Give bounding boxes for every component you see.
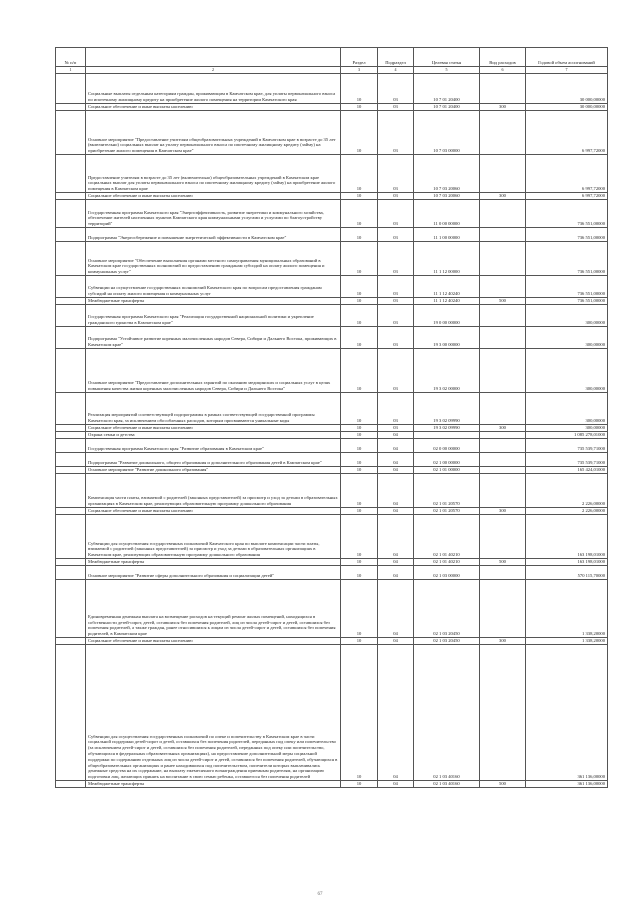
row-name: Подпрограмма "Энергосбережение и повышение энергетической эффективности в Камчатском крае" <box>86 228 341 242</box>
row-expense-type <box>480 393 526 425</box>
row-name: Основное мероприятие "Обеспечение выполнения органами местного самоуправления муниципальных образований в Камчатском крае государственных полномочий по предоставлению гражданам субсидий на оплату жилого помещения и коммунальных услуг" <box>86 242 341 276</box>
row-podrazdel: 03 <box>378 193 414 200</box>
row-expense-type: 500 <box>480 298 526 305</box>
table-header-row <box>56 48 608 67</box>
row-target-article: 10 7 03 20060 <box>414 193 480 200</box>
row-target-article: 02 1 01 20570 <box>414 474 480 508</box>
row-amount: 735 539,71000 <box>526 453 608 467</box>
table-row <box>56 74 608 104</box>
row-razdel: 10 <box>341 515 378 559</box>
row-amount: 361 136,00000 <box>526 645 608 781</box>
row-name: Единовременная денежная выплата на возмещение расходов на текущий ремонт жилых помещений, находящихся в собственности детей-сирот, детей, оставшихся без попечения родителей, лиц из числа детей-сирот и детей, оставшихся без попечения родителей, а также граждан, ранее относившихся к лицам из числа детей-сирот и детей, оставшихся без попечения родителей, в Камчатском крае <box>86 580 341 638</box>
colnum: 2 <box>86 67 341 74</box>
row-razdel: 10 <box>341 432 378 439</box>
table-row <box>56 155 608 193</box>
row-expense-type <box>480 515 526 559</box>
row-name: Компенсация части платы, взимаемой с родителей (законных представителей) за присмотр и уход за детьми в образовательных организациях в Камчатском крае, реализующих образовательную программу дошкольного образования <box>86 474 341 508</box>
table-row <box>56 453 608 467</box>
row-podrazdel: 04 <box>378 432 414 439</box>
row-amount: 300,00000 <box>526 393 608 425</box>
row-razdel: 10 <box>341 645 378 781</box>
row-name: Реализация мероприятий соответствующей подпрограммы в рамках соответствующей государственной программы Камчатского края, за исключением обособленных расходов, которым присваиваются уникальные коды <box>86 393 341 425</box>
table-row <box>56 474 608 508</box>
row-podrazdel: 03 <box>378 349 414 393</box>
row-razdel: 10 <box>341 327 378 349</box>
row-podrazdel: 03 <box>378 298 414 305</box>
table-body <box>56 74 608 788</box>
header-cs: Целевая статья <box>414 48 480 67</box>
row-podrazdel: 04 <box>378 439 414 453</box>
row-expense-type <box>480 467 526 474</box>
row-razdel: 10 <box>341 276 378 298</box>
row-razdel: 10 <box>341 104 378 111</box>
row-podrazdel: 04 <box>378 515 414 559</box>
row-razdel: 10 <box>341 111 378 155</box>
row-expense-type <box>480 242 526 276</box>
row-target-article: 02 0 00 00000 <box>414 439 480 453</box>
row-target-article: 19 3 00 00000 <box>414 327 480 349</box>
row-podrazdel: 03 <box>378 276 414 298</box>
row-razdel: 10 <box>341 155 378 193</box>
row-amount: 736 551,00000 <box>526 242 608 276</box>
budget-document <box>55 47 607 788</box>
row-target-article <box>414 432 480 439</box>
row-amount: 30 000,00000 <box>526 74 608 104</box>
row-name: Межбюджетные трансферты <box>86 781 341 788</box>
row-expense-type <box>480 349 526 393</box>
row-target-article: 02 1 03 20450 <box>414 638 480 645</box>
row-expense-type: 300 <box>480 193 526 200</box>
row-target-article: 19 3 02 00000 <box>414 349 480 393</box>
row-razdel: 10 <box>341 453 378 467</box>
row-expense-type <box>480 74 526 104</box>
row-expense-type <box>480 474 526 508</box>
row-target-article: 02 1 03 20450 <box>414 580 480 638</box>
row-name: Социальное обеспечение и иные выплаты населению <box>86 638 341 645</box>
header-vr: Вид расходов <box>480 48 526 67</box>
row-podrazdel: 03 <box>378 228 414 242</box>
row-name: Основное мероприятие "Развитие сферы дополнительного образования и социализации детей" <box>86 566 341 580</box>
row-no <box>56 515 86 559</box>
row-name: Субвенции для осуществления государственных полномочий Камчатского края по выплате компенсации части платы, взимаемой с родителей (законных представителей) за присмотр и уход за детьми в образовательных организациях в Камчатском крае, реализующих образовательную программу дошкольного образования <box>86 515 341 559</box>
row-name: Социальное обеспечение и иные выплаты населению <box>86 425 341 432</box>
row-amount: 2 226,00000 <box>526 474 608 508</box>
row-target-article: 02 1 03 40160 <box>414 781 480 788</box>
row-no <box>56 453 86 467</box>
row-razdel: 10 <box>341 200 378 228</box>
row-amount: 163 198,01000 <box>526 515 608 559</box>
colnum: 5 <box>414 67 480 74</box>
row-razdel: 10 <box>341 393 378 425</box>
row-no <box>56 781 86 788</box>
row-amount: 1 085 278,01000 <box>526 432 608 439</box>
row-no <box>56 155 86 193</box>
row-expense-type: 300 <box>480 638 526 645</box>
table-row <box>56 305 608 327</box>
row-podrazdel: 03 <box>378 104 414 111</box>
row-name: Социальное обеспечение и иные выплаты населению <box>86 193 341 200</box>
row-podrazdel: 03 <box>378 393 414 425</box>
row-expense-type <box>480 580 526 638</box>
row-amount: 30 000,00000 <box>526 104 608 111</box>
table-row <box>56 104 608 111</box>
table-row <box>56 508 608 515</box>
table-row <box>56 566 608 580</box>
row-expense-type <box>480 155 526 193</box>
row-no <box>56 111 86 155</box>
row-razdel: 10 <box>341 242 378 276</box>
row-no <box>56 645 86 781</box>
row-name: Субвенции для осуществления государственных полномочий по опеке и попечительству в Камчатском крае в части социальной поддержки детей-сирот и детей, оставшихся без попечения родителей, переданных под опеку или попечительство (за исключением детей-сирот и детей, оставшихся без попечения родителей, переданных под опеку или попечительство, обучающихся в федеральных образовательных организациях), на предоставление дополнительной меры социальной поддержки по содержанию отдельных лиц из числа детей-сирот и детей, оставшихся без попечения родителей, обучающихся в общеобразовательных организациях и ранее находившихся под попечительством, попечители которых выплачивались денежные средства на их содержание, на выплату ежемесячного вознаграждения приемным родителям, на организацию подготовки лиц, желающих принять на воспитание в свою семью ребенка, оставшегося без попечения родителей <box>86 645 341 781</box>
table-row <box>56 559 608 566</box>
row-no <box>56 638 86 645</box>
row-target-article: 19 3 02 09990 <box>414 425 480 432</box>
row-razdel: 10 <box>341 508 378 515</box>
table-row <box>56 298 608 305</box>
table-row <box>56 432 608 439</box>
row-amount: 300,00000 <box>526 327 608 349</box>
row-razdel: 10 <box>341 638 378 645</box>
header-name <box>86 48 341 67</box>
header-podrazdel: Подраздел <box>378 48 414 67</box>
row-name: Охрана семьи и детства <box>86 432 341 439</box>
row-no <box>56 566 86 580</box>
row-target-article: 02 1 03 40160 <box>414 645 480 781</box>
table-row <box>56 467 608 474</box>
row-podrazdel: 03 <box>378 111 414 155</box>
row-amount: 735 539,71000 <box>526 439 608 453</box>
budget-table <box>55 47 608 788</box>
row-target-article: 11 1 12 40240 <box>414 298 480 305</box>
row-amount: 361 136,00000 <box>526 781 608 788</box>
row-amount: 300,00000 <box>526 349 608 393</box>
row-amount: 736 551,00000 <box>526 298 608 305</box>
row-no <box>56 432 86 439</box>
row-amount: 300,00000 <box>526 425 608 432</box>
row-podrazdel: 04 <box>378 453 414 467</box>
row-no <box>56 200 86 228</box>
row-amount: 736 551,00000 <box>526 228 608 242</box>
row-name: Предоставление учителям в возрасте до 35 лет (включительно) общеобразовательных учреждений в Камчатском крае социальных выплат для уплаты первоначального взноса по ипотечному жилищному кредиту (займу) на приобретение жилого помещения в Камчатском крае <box>86 155 341 193</box>
row-no <box>56 559 86 566</box>
row-name: Государственная программа Камчатского края "Энергоэффективность, развитие энергетики и коммунального хозяйства, обеспечение жителей населенных пунктов Камчатского края коммунальными услугами и услугами по благоустройству территорий" <box>86 200 341 228</box>
row-name: Основное мероприятие "Предоставление дополнительных гарантий по оказанию медицинских и социальных услуг в целях повышения качества жизни коренных малочисленных народов Севера, Сибири и Дальнего Востока" <box>86 349 341 393</box>
row-razdel: 10 <box>341 305 378 327</box>
row-target-article: 02 1 00 00000 <box>414 453 480 467</box>
row-target-article: 11 0 00 00000 <box>414 200 480 228</box>
row-no <box>56 580 86 638</box>
table-row <box>56 393 608 425</box>
row-razdel: 10 <box>341 559 378 566</box>
row-name: Межбюджетные трансферты <box>86 559 341 566</box>
row-expense-type <box>480 439 526 453</box>
row-name: Основное мероприятие "Развитие дошкольного образования" <box>86 467 341 474</box>
table-row <box>56 645 608 781</box>
row-name: Основное мероприятие "Предоставление учителям общеобразовательных учреждений в Камчатском крае в возрасте до 35 лет (включительно) социальных выплат на уплату первоначального взноса по ипотечному жилищному кредиту (займу) на приобретение жилого помещения в Камчатском крае" <box>86 111 341 155</box>
row-podrazdel: 03 <box>378 200 414 228</box>
row-no <box>56 425 86 432</box>
row-no <box>56 439 86 453</box>
row-razdel: 10 <box>341 228 378 242</box>
row-podrazdel: 04 <box>378 781 414 788</box>
row-expense-type <box>480 111 526 155</box>
row-no <box>56 474 86 508</box>
table-row <box>56 276 608 298</box>
row-target-article: 02 1 03 00000 <box>414 566 480 580</box>
row-name: Подпрограмма "Устойчивое развитие коренных малочисленных народов Севера, Сибири и Дальнего Востока, проживающих в Камчатском крае" <box>86 327 341 349</box>
row-target-article: 10 7 03 00000 <box>414 111 480 155</box>
row-amount: 736 551,00000 <box>526 276 608 298</box>
header-sum: Годовой объем ассигнований <box>526 48 608 67</box>
row-expense-type: 500 <box>480 781 526 788</box>
row-no <box>56 276 86 298</box>
row-name: Субвенции на осуществление государственных полномочий Камчатского края по вопросам предоставления гражданам субсидий на оплату жилого помещения и коммунальных услуг <box>86 276 341 298</box>
colnum: 6 <box>480 67 526 74</box>
header-razdel: Раздел <box>341 48 378 67</box>
row-amount: 165 424,01000 <box>526 467 608 474</box>
row-target-article: 11 1 00 00000 <box>414 228 480 242</box>
table-row <box>56 515 608 559</box>
row-no <box>56 104 86 111</box>
row-target-article: 02 1 01 20570 <box>414 508 480 515</box>
table-row <box>56 111 608 155</box>
row-amount: 1 338,20000 <box>526 638 608 645</box>
row-no <box>56 305 86 327</box>
table-row <box>56 638 608 645</box>
row-amount: 736 551,00000 <box>526 200 608 228</box>
row-no <box>56 74 86 104</box>
table-row <box>56 439 608 453</box>
row-no <box>56 242 86 276</box>
row-razdel: 10 <box>341 425 378 432</box>
row-target-article: 19 0 00 00000 <box>414 305 480 327</box>
row-razdel: 10 <box>341 467 378 474</box>
row-expense-type: 300 <box>480 508 526 515</box>
row-amount: 6 997,72000 <box>526 155 608 193</box>
row-target-article: 02 1 01 40210 <box>414 559 480 566</box>
row-amount: 6 997,72000 <box>526 111 608 155</box>
table-row <box>56 327 608 349</box>
row-expense-type <box>480 276 526 298</box>
colnum: 1 <box>56 67 86 74</box>
page-number: 67 <box>317 892 323 897</box>
table-row <box>56 242 608 276</box>
row-podrazdel: 03 <box>378 327 414 349</box>
table-row <box>56 200 608 228</box>
row-name: Социальное обеспечение и иные выплаты населению <box>86 508 341 515</box>
row-expense-type: 500 <box>480 559 526 566</box>
row-expense-type <box>480 327 526 349</box>
row-target-article: 10 7 01 20400 <box>414 74 480 104</box>
row-podrazdel: 03 <box>378 425 414 432</box>
row-razdel: 10 <box>341 193 378 200</box>
row-razdel: 10 <box>341 580 378 638</box>
row-no <box>56 327 86 349</box>
colnum: 3 <box>341 67 378 74</box>
row-no <box>56 228 86 242</box>
table-row <box>56 349 608 393</box>
row-podrazdel: 03 <box>378 74 414 104</box>
row-no <box>56 508 86 515</box>
row-target-article: 02 1 01 40210 <box>414 515 480 559</box>
row-expense-type <box>480 645 526 781</box>
row-name: Подпрограмма "Развитие дошкольного, общего образования и дополнительного образования детей в Камчатском крае" <box>86 453 341 467</box>
row-podrazdel: 04 <box>378 580 414 638</box>
table-row <box>56 781 608 788</box>
table-row <box>56 425 608 432</box>
row-podrazdel: 03 <box>378 305 414 327</box>
row-razdel: 10 <box>341 298 378 305</box>
row-expense-type: 300 <box>480 425 526 432</box>
table-row <box>56 580 608 638</box>
row-podrazdel: 04 <box>378 559 414 566</box>
row-name: Межбюджетные трансферты <box>86 298 341 305</box>
column-number-row <box>56 67 608 74</box>
row-razdel: 10 <box>341 74 378 104</box>
row-expense-type <box>480 432 526 439</box>
table-row <box>56 228 608 242</box>
row-podrazdel: 04 <box>378 467 414 474</box>
row-amount: 6 997,72000 <box>526 193 608 200</box>
row-expense-type: 300 <box>480 104 526 111</box>
row-name: Социальное обеспечение и иные выплаты населению <box>86 104 341 111</box>
row-name: Государственная программа Камчатского края "Развитие образования в Камчатском крае" <box>86 439 341 453</box>
row-razdel: 10 <box>341 781 378 788</box>
row-podrazdel: 04 <box>378 638 414 645</box>
row-no <box>56 193 86 200</box>
row-target-article: 02 1 01 00000 <box>414 467 480 474</box>
row-no <box>56 467 86 474</box>
colnum: 7 <box>526 67 608 74</box>
row-podrazdel: 03 <box>378 242 414 276</box>
row-razdel: 10 <box>341 349 378 393</box>
row-podrazdel: 03 <box>378 155 414 193</box>
row-amount: 163 198,01000 <box>526 559 608 566</box>
row-name: Социальные выплаты отдельным категориям граждан, проживающим в Камчатском крае, для уплаты первоначального взноса по ипотечному жилищному кредиту на приобретение жилого помещения на территории Камчатского края <box>86 74 341 104</box>
row-target-article: 11 1 12 00000 <box>414 242 480 276</box>
row-target-article: 10 7 01 20400 <box>414 104 480 111</box>
header-no: № п/п <box>56 48 86 67</box>
row-target-article: 19 3 02 09990 <box>414 393 480 425</box>
row-expense-type <box>480 453 526 467</box>
row-podrazdel: 04 <box>378 645 414 781</box>
row-amount: 300,00000 <box>526 305 608 327</box>
row-podrazdel: 04 <box>378 508 414 515</box>
row-expense-type <box>480 305 526 327</box>
row-no <box>56 393 86 425</box>
row-expense-type <box>480 228 526 242</box>
row-expense-type <box>480 200 526 228</box>
row-no <box>56 298 86 305</box>
colnum: 4 <box>378 67 414 74</box>
row-amount: 570 115,70000 <box>526 566 608 580</box>
row-name: Государственная программа Камчатского края "Реализация государственной национальной политики и укрепление гражданского единства в Камчатском крае" <box>86 305 341 327</box>
row-amount: 1 338,20000 <box>526 580 608 638</box>
row-target-article: 11 1 12 40240 <box>414 276 480 298</box>
table-row <box>56 193 608 200</box>
row-target-article: 10 7 03 20060 <box>414 155 480 193</box>
row-razdel: 10 <box>341 566 378 580</box>
row-podrazdel: 04 <box>378 566 414 580</box>
row-no <box>56 349 86 393</box>
row-razdel: 10 <box>341 439 378 453</box>
row-podrazdel: 04 <box>378 474 414 508</box>
row-razdel: 10 <box>341 474 378 508</box>
row-amount: 2 226,00000 <box>526 508 608 515</box>
row-expense-type <box>480 566 526 580</box>
